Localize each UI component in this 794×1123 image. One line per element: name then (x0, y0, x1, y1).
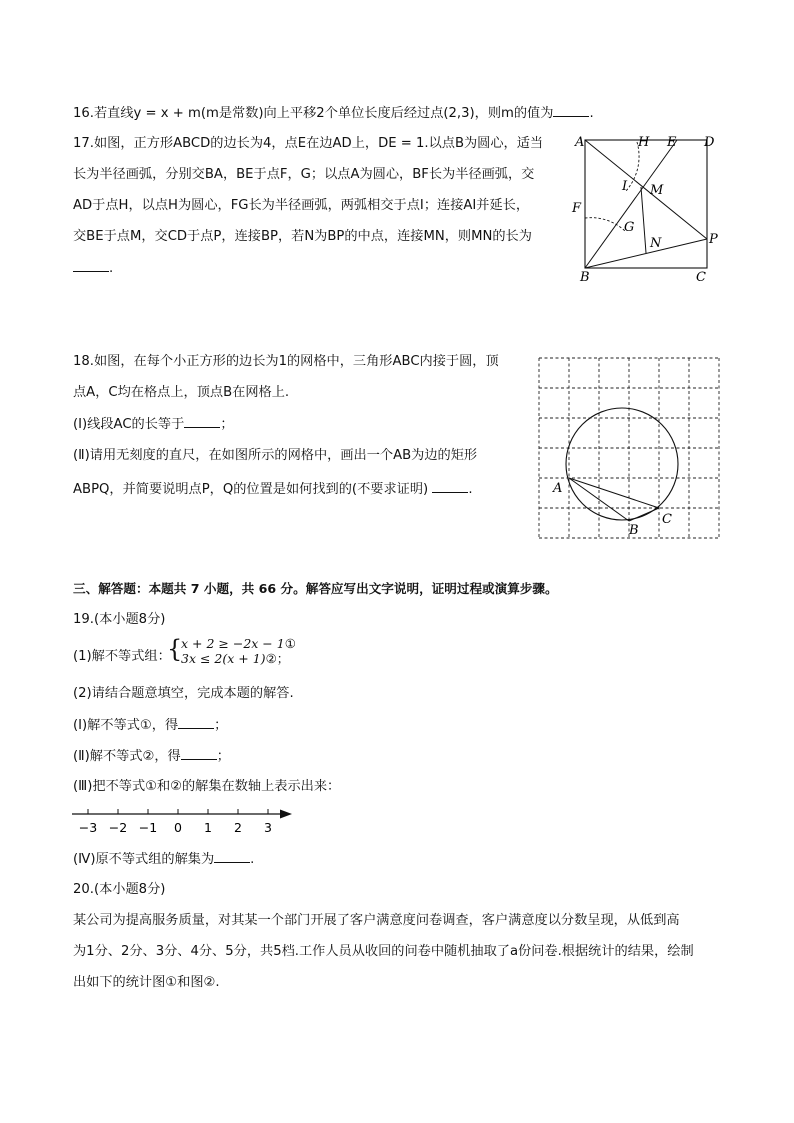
q19-step3: (Ⅲ)把不等式①和②的解集在数轴上表示出来： (73, 779, 341, 794)
label-m: M (650, 183, 664, 198)
q19-title: 19.(本小题8分) (73, 612, 166, 627)
q18-part1-text: (Ⅰ)线段AC的长等于 (73, 417, 185, 432)
q17-line-3: AD于点H，以点H为圆心，FG长为半径画弧，两弧相交于点I；连接AI并延长， (73, 198, 530, 213)
q18-part2-line-2 (73, 480, 473, 499)
q18-part2-line-1: (Ⅱ)请用无刻度的直尺，在如图所示的网格中，画出一个AB为边的矩形 (73, 448, 478, 463)
tick-label: 3 (264, 820, 272, 835)
q19-step2-text: (Ⅱ)解不等式②，得 (73, 749, 181, 764)
label-d: D (704, 135, 715, 150)
q17-end: . (109, 261, 114, 276)
label-f: F (572, 201, 582, 216)
q20-line-3: 出如下的统计图①和图②. (73, 975, 220, 990)
number-line-arrow (280, 810, 292, 819)
segment-mn (641, 187, 646, 253)
tick-label: 1 (204, 820, 212, 835)
number-line (70, 804, 300, 840)
arc-fg (585, 218, 625, 231)
label-e: E (667, 135, 677, 150)
q20-line-2: 为1分、2分、3分、4分、5分，共5档.工作人员从收回的问卷中随机抽取了a份问卷.根据统计的结果，绘制 (73, 944, 694, 959)
q20-title: 20.(本小题8分) (73, 882, 166, 897)
section-3-heading: 三、解答题：本题共 7 小题，共 66 分。解答应写出文字说明，证明过程或演算步骤。 (73, 581, 558, 596)
q18-part1-end: ； (220, 417, 234, 432)
q19-part2: (2)请结合题意填空，完成本题的解答. (73, 686, 294, 701)
q17-line-4: 交BE于点M，交CD于点P，连接BP，若N为BP的中点，连接MN，则MN的长为 (73, 229, 532, 244)
q19-step2-blank[interactable] (181, 747, 217, 760)
q18-part2-end: . (468, 482, 473, 497)
inequality-2-mark: ② (265, 651, 277, 666)
label-g: G (624, 220, 635, 235)
q20-line-1: 某公司为提高服务质量，对其某一个部门开展了客户满意度问卷调查，客户满意度以分数呈现，从低到高 (73, 913, 680, 928)
label-p: P (709, 232, 718, 247)
q17-answer-blank[interactable] (73, 259, 109, 272)
q16-line (73, 104, 594, 123)
label-c-18: C (662, 512, 672, 527)
q18-line-2: 点A，C均在格点上，顶点B在网格上. (73, 385, 290, 400)
system-brace: { (167, 635, 183, 663)
q17-line-1: 17.如图，正方形ABCD的边长为4，点E在边AD上，DE = 1.以点B为圆心，适当 (73, 136, 544, 151)
q18-figure (536, 353, 726, 541)
inequality-1 (181, 637, 296, 651)
q16-answer-blank[interactable] (553, 104, 589, 117)
label-c: C (696, 270, 706, 285)
label-b-18: B (629, 523, 639, 538)
q18-part1 (73, 415, 234, 434)
inequality-1-text: x + 2 ≥ −2x − 1 (181, 636, 285, 651)
segment-bc (629, 508, 659, 521)
label-n: N (650, 236, 662, 251)
q19-step4-end: . (250, 852, 255, 867)
circumcircle (566, 408, 678, 520)
q19-step2-end: ； (216, 749, 230, 764)
q19-step1-blank[interactable] (178, 716, 214, 729)
q19-step2 (73, 747, 230, 766)
inequality-2 (181, 652, 289, 666)
label-h: H (638, 135, 650, 150)
label-a: A (575, 135, 585, 150)
label-a-18: A (553, 481, 563, 496)
q19-step4 (73, 850, 254, 869)
q19-step1 (73, 716, 227, 735)
q18-part2-text: ABPQ，并简要说明点P，Q的位置是如何找到的(不要求证明) (73, 482, 429, 497)
q19-step4-blank[interactable] (214, 850, 250, 863)
q16-end: . (589, 106, 594, 121)
q17-figure (570, 130, 720, 285)
tick-label: −3 (78, 820, 98, 835)
label-i: I (622, 179, 628, 194)
tick-label: −2 (108, 820, 128, 835)
q17-line-5 (73, 259, 113, 278)
ray-ap (585, 140, 707, 239)
inequality-1-mark: ① (284, 636, 296, 651)
tick-label: 0 (174, 820, 182, 835)
tick-label: 2 (234, 820, 242, 835)
q19-part1-label: (1)解不等式组： (73, 649, 171, 664)
inequality-2-text: 3x ≤ 2(x + 1) (181, 651, 266, 666)
q17-line-2: 长为半径画弧，分别交BA，BE于点F，G；以点A为圆心，BF长为半径画弧，交 (73, 167, 535, 182)
grid (539, 358, 719, 538)
q19-step1-text: (Ⅰ)解不等式①，得 (73, 718, 179, 733)
q16-stem: 16.若直线y = x + m(m是常数)向上平移2个单位长度后经过点(2,3)，则m的值为 (73, 106, 554, 121)
q18-part2-blank[interactable] (432, 480, 468, 493)
part1-end: ； (276, 651, 290, 666)
q19-step4-text: (Ⅳ)原不等式组的解集为 (73, 852, 215, 867)
q19-step1-end: ； (214, 718, 228, 733)
label-b: B (580, 270, 590, 285)
tick-label: −1 (138, 820, 158, 835)
q18-part1-blank[interactable] (184, 415, 220, 428)
q18-line-1: 18.如图，在每个小正方形的边长为1的网格中，三角形ABC内接于圆，顶 (73, 354, 499, 369)
